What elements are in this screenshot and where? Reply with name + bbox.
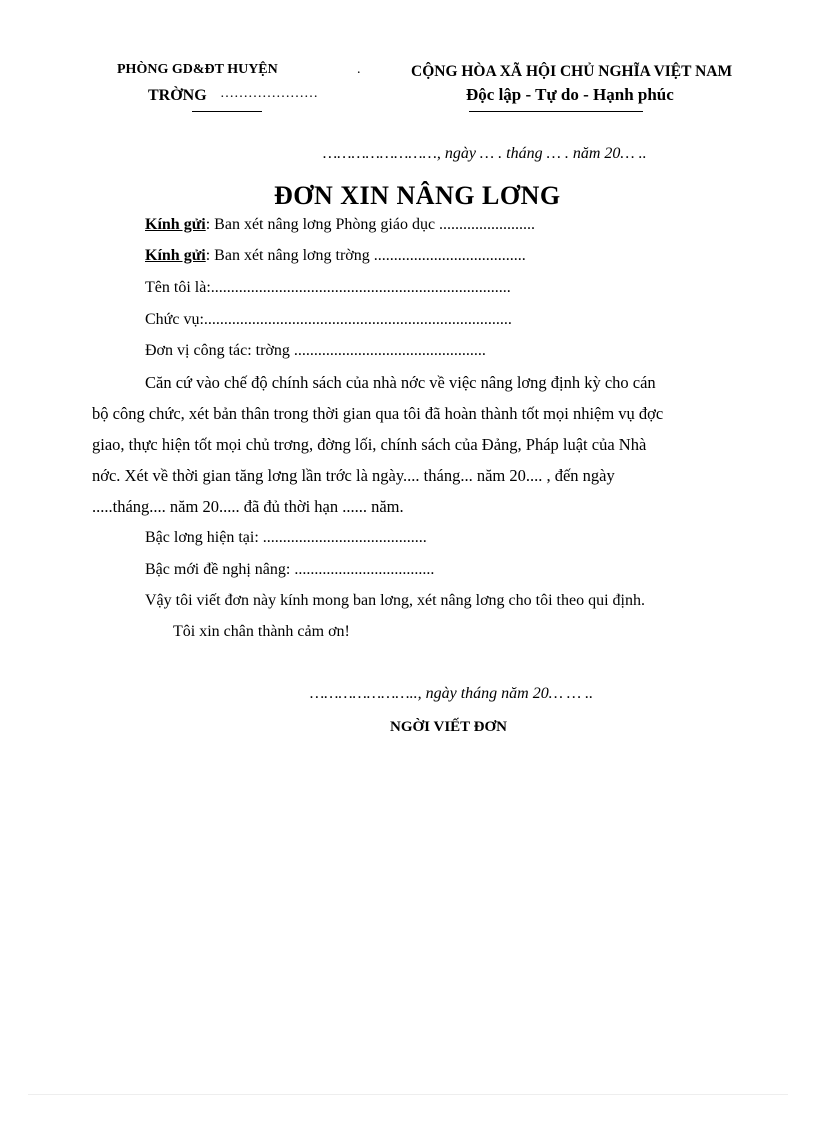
page-bottom-rule [28, 1094, 788, 1095]
left-header-rule [192, 111, 262, 112]
document-title: ĐƠN XIN NÂNG LƠNG [274, 181, 561, 210]
position-field: Chức vụ:............................................................................. [145, 311, 512, 328]
paragraph-line: nớc. Xét về thời gian tăng lơng lần trớc là ngày.... tháng... năm 20.... , đến ngày [92, 466, 615, 485]
recipient-label: Kính gửi [145, 216, 206, 233]
header-dot: . [357, 62, 361, 77]
paragraph-line: Căn cứ vào chế độ chính sách của nhà nớc về việc nâng lơng định kỳ cho cán [145, 373, 656, 392]
national-title: CỘNG HÒA XÃ HỘI CHỦ NGHĨA VIỆT NAM [411, 63, 733, 80]
paragraph-line: bộ công chức, xét bản thân trong thời gian qua tôi đã hoàn thành tốt mọi nhiệm vụ đợc [92, 404, 664, 423]
date-line-top: ……………………, ngày … . tháng … . năm 20… .. [323, 145, 647, 162]
name-field: Tên tôi là:........................................................................... [145, 279, 511, 296]
paragraph-line: giao, thực hiện tốt mọi chủ trơng, đờng lối, chính sách của Đảng, Pháp luật của Nhà [92, 435, 647, 454]
right-header-rule [469, 111, 643, 112]
proposed-salary-level: Bậc mới đề nghị nâng: ................................... [145, 561, 435, 578]
agency-name: PHÒNG GD&ĐT HUYỆN [117, 62, 278, 77]
recipient-label: Kính gửi [145, 247, 206, 264]
school-label: TRỜNG [148, 87, 207, 104]
date-line-bottom: ………………….., ngày tháng năm 20… … .. [310, 685, 594, 702]
recipient-text: : Ban xét nâng lơng trờng ...................................... [205, 247, 526, 264]
signature-label: NGỜI VIẾT ĐƠN [390, 719, 507, 735]
thanks-line: Tôi xin chân thành cảm ơn! [173, 623, 350, 640]
school-name-blank: ………………… [220, 86, 318, 101]
paragraph-line: .....tháng.... năm 20..... đã đủ thời hạn ...... năm. [92, 497, 404, 516]
current-salary-level: Bậc lơng hiện tại: ......................................... [145, 529, 427, 546]
national-motto: Độc lập - Tự do - Hạnh phúc [466, 85, 674, 104]
recipient-line-1 [145, 216, 535, 234]
request-sentence: Vậy tôi viết đơn này kính mong ban lơng, xét nâng lơng cho tôi theo qui định. [145, 592, 645, 609]
workplace-field: Đơn vị công tác: trờng ................................................ [145, 342, 486, 359]
recipient-line-2 [145, 247, 526, 265]
recipient-text: : Ban xét nâng lơng Phòng giáo dục ........................ [205, 216, 536, 233]
